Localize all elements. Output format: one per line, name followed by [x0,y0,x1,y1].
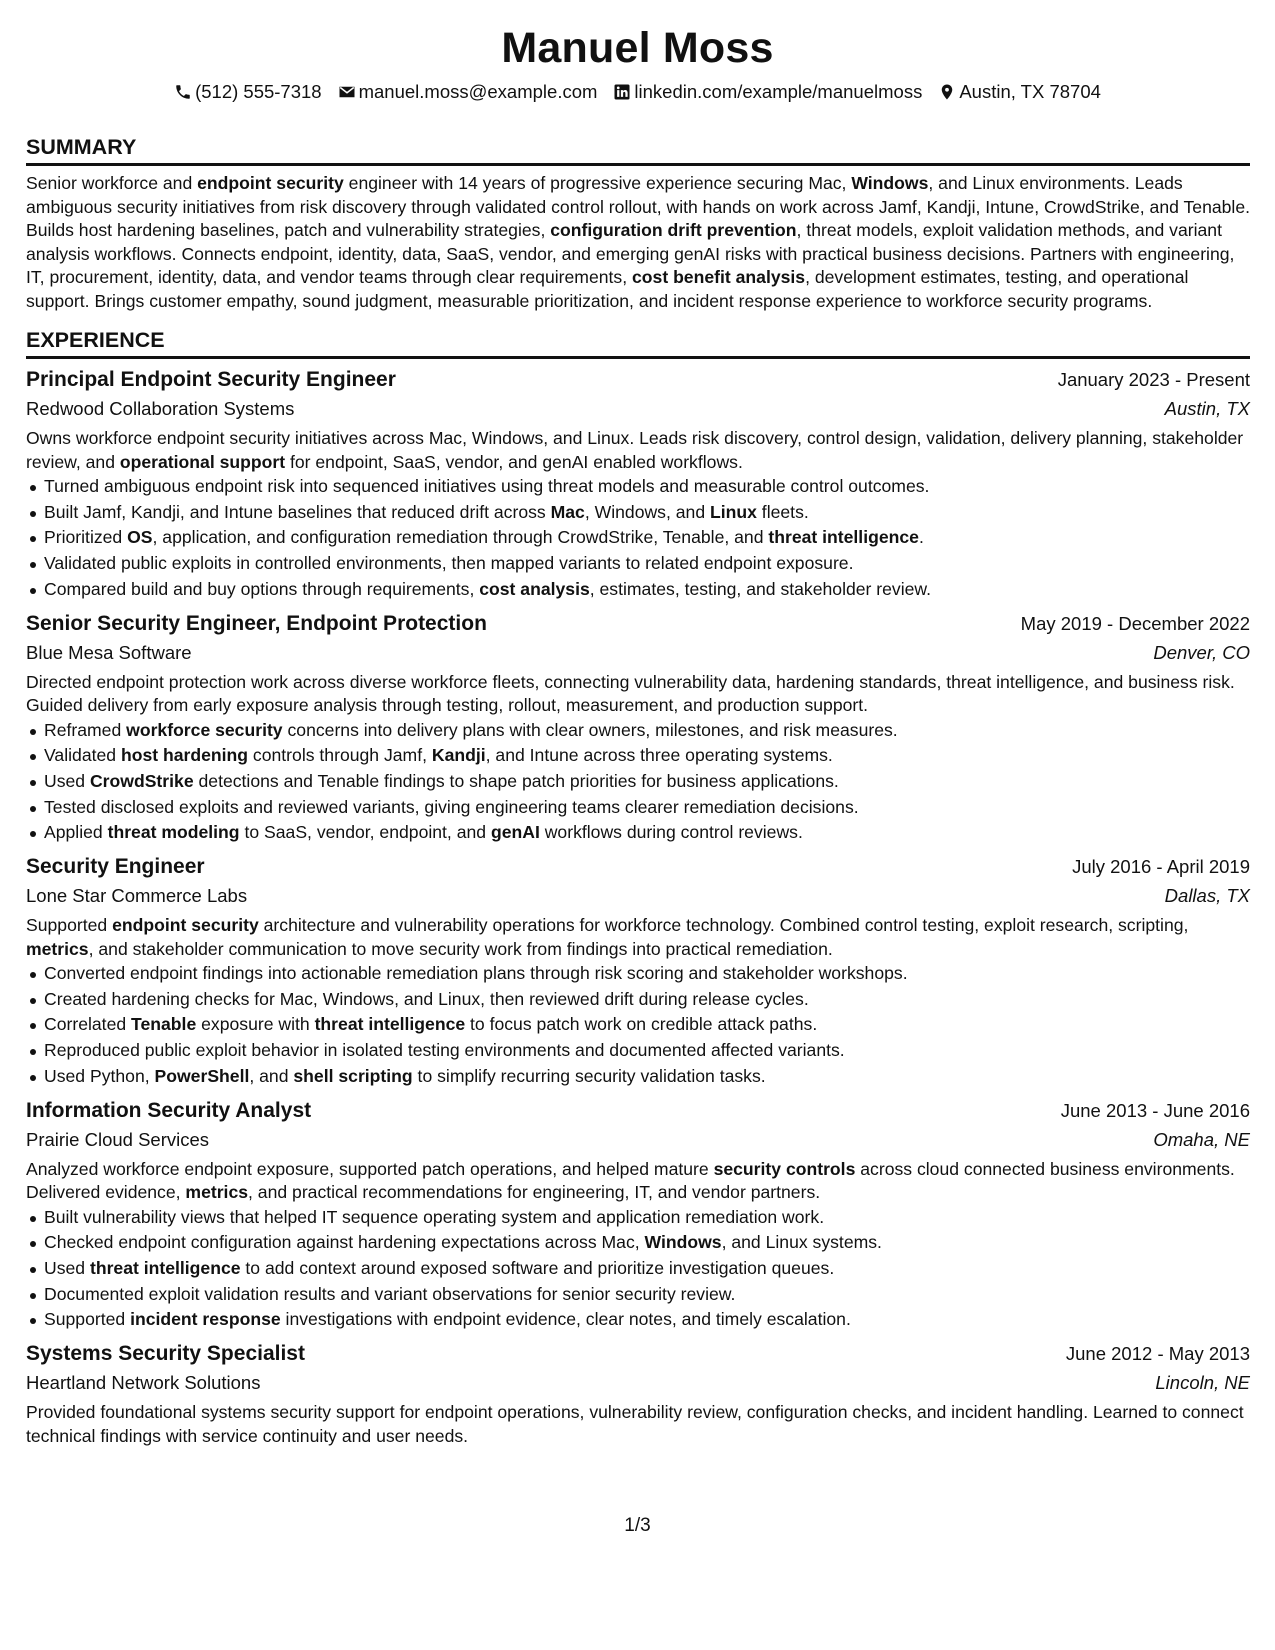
bold-text: metrics [185,1182,249,1203]
experience-list [26,365,1250,1448]
phone-text: (512) 555-7318 [195,81,322,102]
phone-icon [174,83,192,101]
bullet-item [26,1307,1250,1333]
job-entry [26,609,1250,847]
bullet-item [26,795,1250,821]
bullet-item [26,1230,1250,1256]
bullet-item [26,1256,1250,1282]
job-description [26,671,1250,718]
bullet-item [26,551,1250,577]
job-company: Heartland Network Solutions [26,1372,261,1394]
job-title: Systems Security Specialist [26,1342,305,1366]
contact-bar [0,78,1275,106]
bold-text: genAI [490,822,540,843]
bullet-item [26,525,1250,551]
text-run: to simplify recurring security validation tasks. [412,1065,766,1086]
bold-text: PowerShell [154,1065,250,1086]
text-run: Prioritized [44,527,128,548]
text-run: Created hardening checks for Mac, Windows, and Linux, then reviewed drift during release cycles. [44,988,809,1009]
bold-text: Tenable [131,1014,197,1035]
text-run: detections and Tenable findings to shape patch priorities for business applications. [193,770,839,791]
bullet-item [26,1012,1250,1038]
text-run: to add context around exposed software and prioritize investigation queues. [240,1257,835,1278]
bold-text: endpoint security [112,915,259,936]
text-run: controls through Jamf, [248,745,432,766]
text-run: , threat models, exploit validation methods, and variant analysis workflows. Connects endpoint, identity, data, SaaS, vendor, and emerging genAI risks with practical business decisions. Partners with engineering, IT, procurement, identity, data, and vendor teams through clear requirements, [26,220,1235,287]
job-subheader [26,1125,1250,1154]
text-run: engineer with 14 years of progressive experience securing Mac, [343,173,852,193]
bullet-item [26,474,1250,500]
bold-text: incident response [130,1309,281,1330]
job-location: Dallas, TX [1164,885,1250,907]
job-bullets [26,1205,1250,1334]
job-title: Security Engineer [26,855,205,879]
bold-text: host hardening [120,745,249,766]
experience-heading: EXPERIENCE [26,325,1250,359]
linkedin-text[interactable]: linkedin.com/example/manuelmoss [634,81,923,102]
job-title: Principal Endpoint Security Engineer [26,368,396,391]
envelope-icon [338,83,356,101]
bullet-item [26,987,1250,1013]
job-dates: May 2019 - December 2022 [1020,612,1250,634]
bullet-item [26,961,1250,987]
summary-paragraph [26,172,1250,313]
job-location: Denver, CO [1153,641,1250,663]
bold-text: threat intelligence [314,1014,466,1035]
bullet-item [26,743,1250,769]
job-location: Omaha, NE [1153,1128,1250,1150]
job-entry [26,852,1250,1090]
text-run: , and stakeholder communication to move security work from findings into practical remediation. [88,938,833,959]
text-run: Used [44,770,90,791]
job-title: Senior Security Engineer, Endpoint Protection [26,611,487,635]
contact-phone [174,78,322,106]
bold-text: configuration drift prevention [550,220,797,240]
text-run: Compared build and buy options through requirements, [44,578,480,599]
job-bullets [26,961,1250,1090]
location-text: Austin, TX 78704 [959,81,1101,102]
bold-text: CrowdStrike [89,770,194,791]
job-subheader [26,1368,1250,1397]
text-run: , and Linux systems. [721,1232,882,1253]
job-subheader [26,638,1250,667]
bold-text: cost benefit analysis [632,267,806,287]
job-bullets [26,474,1250,603]
text-run: to focus patch work on credible attack paths. [465,1014,818,1035]
contact-location [938,78,1101,106]
job-company: Lone Star Commerce Labs [26,885,248,907]
text-run: Documented exploit validation results and variant observations for senior security review. [44,1283,736,1304]
text-run: Analyzed workforce endpoint exposure, supported patch operations, and helped mature [26,1158,714,1179]
bold-text: threat intelligence [768,527,919,548]
text-run: Tested disclosed exploits and reviewed variants, giving engineering teams clearer remediation decisions. [44,796,859,817]
bullet-item [26,1064,1250,1090]
text-run: , and [249,1065,294,1086]
bold-text: operational support [119,451,286,472]
candidate-name: Manuel Moss [501,24,774,72]
bold-text: security controls [713,1158,856,1179]
job-subheader [26,881,1250,910]
job-company: Blue Mesa Software [26,641,192,663]
resume-content [26,132,1250,1448]
job-header [26,1096,1250,1125]
job-description [26,427,1250,474]
text-run: workflows during control reviews. [539,822,803,843]
text-run: Converted endpoint findings into actionable remediation plans through risk scoring and stakeholder workshops. [44,963,908,984]
text-run: Validated public exploits in controlled environments, then mapped variants to related endpoint exposure. [44,553,854,574]
text-run: for endpoint, SaaS, vendor, and genAI enabled workflows. [285,451,743,472]
text-run: Applied [44,822,108,843]
text-run: to SaaS, vendor, endpoint, and [239,822,491,843]
bold-text: metrics [26,938,89,959]
text-run: , and Linux environments. Leads ambiguous security initiatives from risk discovery through validated control rollout, with hands on work across Jamf, Kandji, Intune, CrowdStrike, and Tenable. Builds host hardening baselines, patch and vulnerability strategies, [26,173,1251,240]
text-run: Reproduced public exploit behavior in isolated testing environments and documented affected variants. [44,1040,845,1061]
text-run: , and practical recommendations for engineering, IT, and vendor partners. [248,1182,821,1203]
job-description [26,1401,1250,1448]
job-bullets [26,718,1250,847]
text-run: , estimates, testing, and stakeholder review. [589,578,932,599]
job-dates: June 2012 - May 2013 [1065,1343,1250,1365]
text-run: Used Python, [44,1065,155,1086]
bold-text: Linux [710,501,757,522]
bullet-item [26,1038,1250,1064]
job-company: Redwood Collaboration Systems [26,398,295,419]
bullet-item [26,820,1250,846]
map-pin-icon [938,83,956,101]
job-location: Lincoln, NE [1155,1372,1250,1394]
job-dates: January 2023 - Present [1057,369,1250,390]
text-run: Correlated [44,1014,132,1035]
text-run: Supported [26,915,113,936]
job-entry [26,365,1250,603]
text-run: fleets. [756,501,809,522]
bold-text: cost analysis [479,578,590,599]
bullet-item [26,769,1250,795]
text-run: Used [44,1257,90,1278]
text-run: Directed endpoint protection work across diverse workforce fleets, connecting vulnerability data, hardening standards, threat intelligence, and business risk. Guided delivery from early exposure analysis through testing, rollout, measurement, and production support. [26,671,1235,716]
text-run: , development estimates, testing, and operational support. Brings customer empathy, sound judgment, measurable prioritization, and incident response experience to workforce security programs. [26,267,1189,311]
job-entry [26,1339,1250,1448]
bold-text: shell scripting [293,1065,413,1086]
bold-text: Windows [851,173,929,193]
job-dates: July 2016 - April 2019 [1072,856,1250,878]
job-header [26,852,1250,881]
email-text[interactable]: manuel.moss@example.com [358,81,598,102]
text-run: Senior workforce and [26,173,198,193]
bold-text: Mac [550,501,585,522]
text-run: architecture and vulnerability operations for workforce technology. Combined control testing, exploit research, scripting, [258,915,1189,936]
job-description [26,1158,1250,1205]
text-run: investigations with endpoint evidence, clear notes, and timely escalation. [280,1309,851,1330]
job-header [26,365,1250,394]
text-run: Checked endpoint configuration against hardening expectations across Mac, [44,1232,645,1253]
job-header [26,1339,1250,1368]
text-run: Built Jamf, Kandji, and Intune baselines that reduced drift across [44,501,551,522]
bullet-item [26,577,1250,603]
text-run: Validated [44,745,121,766]
text-run: Turned ambiguous endpoint risk into sequenced initiatives using threat models and measurable control outcomes. [44,476,930,496]
contact-email[interactable] [338,78,598,106]
text-run: . [918,527,924,548]
bold-text: Kandji [431,745,486,766]
text-run: concerns into delivery plans with clear owners, milestones, and risk measures. [282,719,898,740]
bold-text: endpoint security [197,173,344,193]
text-run: exposure with [196,1014,315,1035]
job-entry [26,1096,1250,1334]
text-run: Built vulnerability views that helped IT sequence operating system and application remediation work. [44,1206,825,1227]
job-subheader [26,394,1250,423]
job-location: Austin, TX [1164,398,1250,419]
bold-text: OS [127,527,153,548]
bold-text: workforce security [126,719,283,740]
page-number: 1/3 [624,1515,651,1536]
linkedin-icon [613,83,631,101]
job-company: Prairie Cloud Services [26,1128,210,1150]
text-run: , application, and configuration remediation through CrowdStrike, Tenable, and [152,527,769,548]
job-description [26,914,1250,961]
bullet-item [26,500,1250,526]
bold-text: threat intelligence [89,1257,241,1278]
job-header [26,609,1250,638]
bullet-item [26,1205,1250,1231]
text-run: , Windows, and [584,501,710,522]
bold-text: threat modeling [107,822,240,843]
text-run: Reframed [44,719,127,740]
summary-heading: SUMMARY [26,132,1250,166]
text-run: , and Intune across three operating systems. [485,745,833,766]
text-run: Owns workforce endpoint security initiatives across Mac, Windows, and Linux. Leads risk discovery, control design, validation, delivery planning, stakeholder review, and [26,428,1244,472]
job-dates: June 2013 - June 2016 [1060,1099,1250,1121]
bullet-item [26,718,1250,744]
bullet-item [26,1282,1250,1308]
bold-text: Windows [644,1232,722,1253]
job-title: Information Security Analyst [26,1098,312,1122]
contact-linkedin[interactable] [613,78,922,106]
text-run: Supported [44,1309,131,1330]
text-run: Provided foundational systems security support for endpoint operations, vulnerability review, configuration checks, and incident handling. Learned to connect technical findings with service continuity and user needs. [26,1402,1244,1446]
text-run: across cloud connected business environments. Delivered evidence, [26,1158,1235,1203]
